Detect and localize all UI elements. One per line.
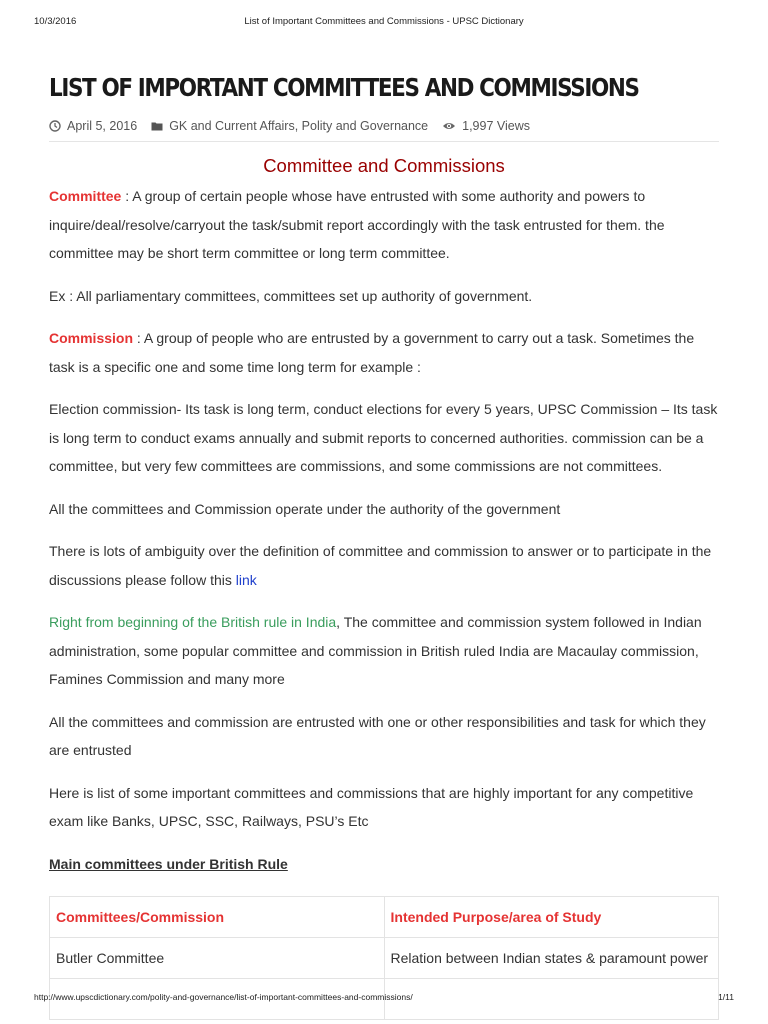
- meta-views-text: 1,997 Views: [462, 119, 530, 133]
- term-commission: Commission: [49, 330, 134, 346]
- committee-definition-text: : A group of certain people whose have entrusted with some authority and powers to inquire/deal/resolve/carryout the task/submit report accordingly with the task entrusted for them. the committee may be short term committee or long term committee.: [49, 188, 665, 261]
- table-header-cell: Committees/Commission: [50, 896, 385, 937]
- print-page-title: List of Important Committees and Commissions - UPSC Dictionary: [244, 16, 524, 27]
- paragraph-british-rule: [49, 608, 719, 694]
- paragraph-committee-definition: [49, 182, 719, 268]
- eye-icon: [442, 120, 456, 132]
- table-cell: Butler Committee: [50, 937, 385, 978]
- paragraph-ambiguity: [49, 537, 719, 594]
- folder-icon: [151, 120, 163, 132]
- table-header-row: [50, 896, 719, 937]
- paragraph-committee-example: Ex : All parliamentary committees, committees set up authority of government.: [49, 287, 533, 304]
- clock-icon: [49, 120, 61, 132]
- british-rule-section-title: Main committees under British Rule: [49, 855, 288, 872]
- paragraph-commission-example: Election commission- Its task is long term, conduct elections for every 5 years, UPSC Commission – Its task is long term to conduct exams annually and submit reports to concerned authorities. commission can be a committee, but very few committees are commissions, and some commissions are not committees.: [49, 401, 718, 474]
- discussion-link[interactable]: link: [235, 571, 257, 588]
- table-row: [50, 937, 719, 978]
- print-page-number: 1/11: [718, 992, 734, 1002]
- british-rule-link[interactable]: Right from beginning of the British rule in India: [49, 614, 337, 630]
- article-title: LIST OF IMPORTANT COMMITTEES AND COMMISSIONS: [49, 73, 639, 102]
- ambiguity-text: There is lots of ambiguity over the definition of committee and commission to answer or to participate in the discussions please follow this: [49, 543, 712, 588]
- print-footer: [0, 992, 768, 1006]
- article-meta: [49, 111, 719, 142]
- section-subtitle: Committee and Commissions: [263, 155, 505, 176]
- commission-definition-text: : A group of people who are entrusted by a government to carry out a task. Sometimes the task is a specific one and some time long term for example :: [49, 330, 695, 375]
- meta-date-text: April 5, 2016: [67, 119, 138, 133]
- paragraph-authority: All the committees and Commission operate under the authority of the government: [49, 500, 561, 517]
- meta-date: [49, 119, 137, 133]
- table-header-cell: Intended Purpose/area of Study: [384, 896, 719, 937]
- article: [49, 68, 719, 1020]
- paragraph-list-intro: Here is list of some important committees and commissions that are highly important for any competitive exam like Banks, UPSC, SSC, Railways, PSU’s Etc: [49, 784, 694, 829]
- british-rule-text: , The committee and commission system followed in Indian administration, some popular committee and commission in British ruled India are Macaulay commission, Famines Commission and many more: [49, 614, 702, 687]
- meta-views: [442, 119, 530, 133]
- meta-categories[interactable]: [151, 119, 428, 133]
- paragraph-commission-definition: [49, 324, 719, 381]
- term-committee: Committee: [49, 188, 122, 204]
- print-url: http://www.upscdictionary.com/polity-and-governance/list-of-important-committees-and-commissions/: [34, 992, 413, 1002]
- meta-categories-text[interactable]: GK and Current Affairs, Polity and Governance: [169, 119, 429, 133]
- table-cell: Relation between Indian states & paramount power: [384, 937, 719, 978]
- print-date: 10/3/2016: [34, 16, 77, 27]
- print-header: [0, 16, 768, 30]
- paragraph-responsibilities: All the committees and commission are entrusted with one or other responsibilities and task for which they are entrusted: [49, 713, 706, 758]
